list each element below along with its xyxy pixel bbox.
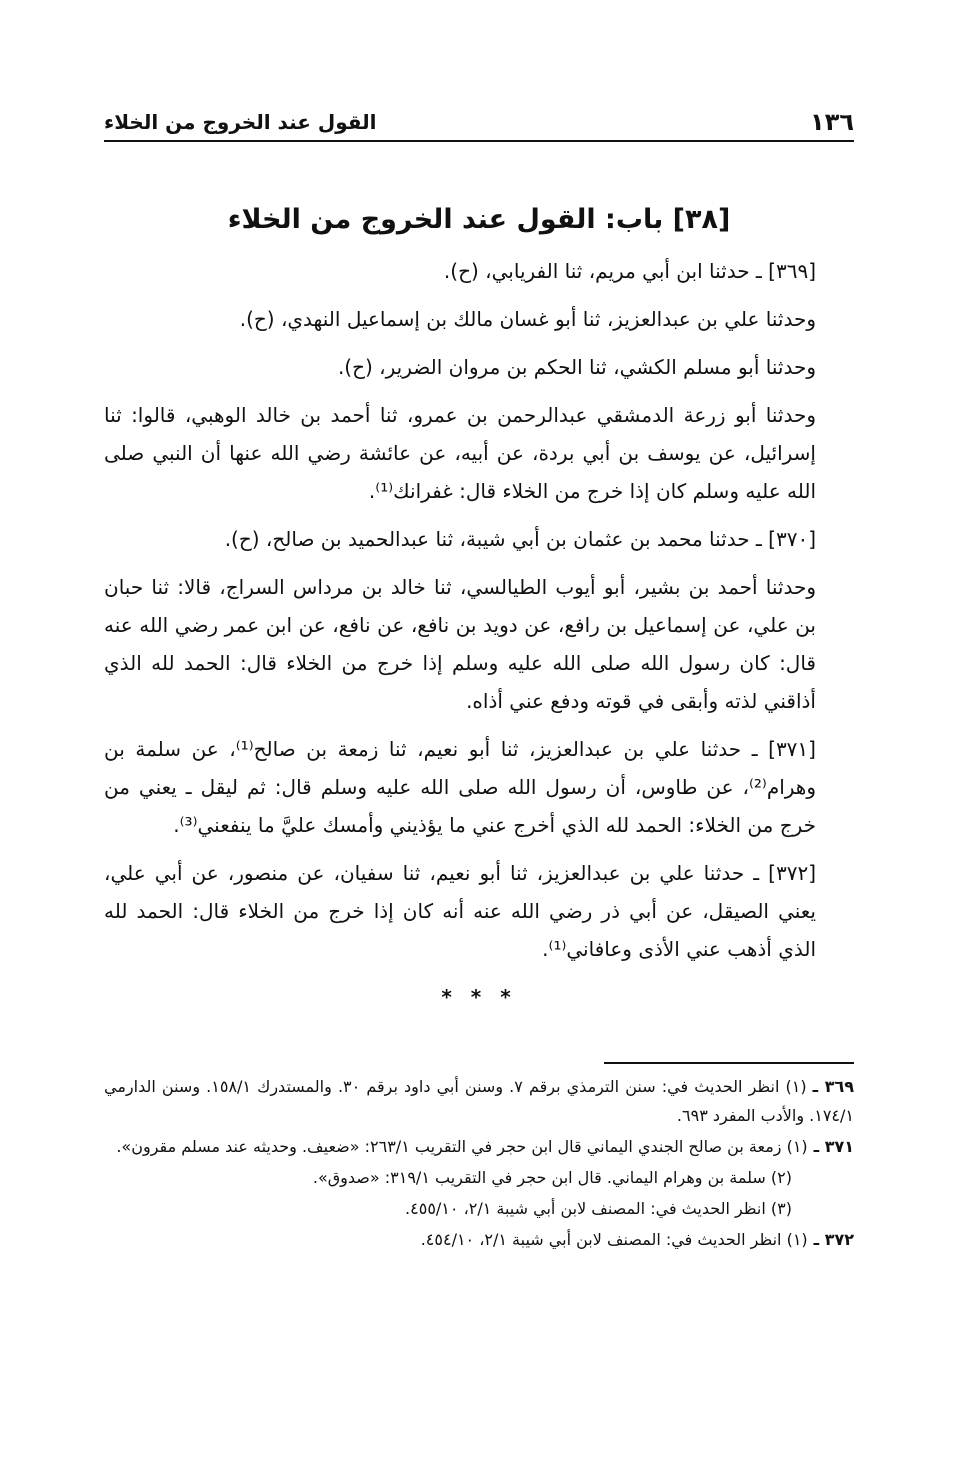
hadith-370-text: وحدثنا أحمد بن بشير، أبو أيوب الطيالسي، ثنا خالد بن مرداس السراج، قالا: ثنا حبان بن علي، عن إسماعيل بن رافع، عن دويد بن نافع، عن نافع، عن ابن عمر رضي الله عنه قال: كان رسول الله صلى الله عليه وسلم إذا خرج من الخلاء قال: الحمد لله الذي أذاقني لذته وأبقى في قوته ودفع عني أذاه. [104,575,816,713]
footnote [104,1072,854,1130]
page-header [104,106,854,142]
hadith-371: [٣٧١] ـ حدثنا علي بن عبدالعزيز، ثنا أبو نعيم، ثنا زمعة بن صالح⁽¹⁾، عن سلمة بن وهرام⁽²⁾، عن طاوس، أن رسول الله صلى الله عليه وسلم قال: ثم ليقل ـ يعني من خرج من الخلاء: الحمد لله الذي أخرج عني ما يؤذيني وأمسك عليَّ ما ينفعني⁽³⁾. [104,737,816,837]
footnote [104,1163,854,1192]
footnote-ref: ٣٦٩ ـ [812,1077,855,1096]
hadith-369-text: وحدثنا أبو زرعة الدمشقي عبدالرحمن بن عمرو، ثنا أحمد بن خالد الوهبي، قالوا: ثنا إسرائيل، عن يوسف بن أبي بردة، عن أبيه، عن عائشة رضي الله عنها أن النبي صلى الله عليه وسلم كان إذا خرج من الخلاء قال: غفرانك⁽¹⁾. [104,403,816,503]
footnote [104,1194,854,1223]
hadith-369-chain-3: وحدثنا أبو مسلم الكشي، ثنا الحكم بن مروان الضرير، (ح). [337,355,816,379]
running-title: القول عند الخروج من الخلاء [104,110,377,134]
footnote-text: (٢) سلمة بن وهرام اليماني. قال ابن حجر في التقريب ٣١٩/١: «صدوق». [312,1168,792,1187]
hadith-369-chain-1: [٣٦٩] ـ حدثنا ابن أبي مريم، ثنا الفريابي، (ح). [443,259,816,283]
footnote-text: (١) انظر الحديث في: المصنف لابن أبي شيبة ٢/١، ٤٥٤/١٠. [420,1230,808,1249]
footnote-divider [604,1062,854,1064]
footnotes [104,1072,854,1256]
hadith-369-chain-2: وحدثنا علي بن عبدالعزيز، ثنا أبو غسان مالك بن إسماعيل النهدي، (ح). [239,307,816,331]
main-text [104,252,854,1016]
footnote [104,1132,854,1161]
footnote-text: (١) زمعة بن صالح الجندي اليماني قال ابن حجر في التقريب ٢٦٣/١: «ضعيف. وحديثه عند مسلم مقرون». [116,1137,808,1156]
hadith-372: [٣٧٢] ـ حدثنا علي بن عبدالعزيز، ثنا أبو نعيم، ثنا سفيان، عن منصور، عن أبي علي، يعني الصيقل، عن أبي ذر رضي الله عنه أنه كان إذا خرج من الخلاء قال: الحمد لله الذي أذهب عني الأذى وعافاني⁽¹⁾. [104,861,816,961]
book-page [104,0,854,1478]
hadith-370-chain: [٣٧٠] ـ حدثنا محمد بن عثمان بن أبي شيبة، ثنا عبدالحميد بن صالح، (ح). [224,527,816,551]
footnote-ref: ٣٧٢ ـ [813,1230,854,1249]
page-number: ١٣٦ [810,108,854,136]
footnote-ref: ٣٧١ ـ [813,1137,854,1156]
chapter-heading: [٣٨] باب: القول عند الخروج من الخلاء [227,204,731,235]
footnote [104,1225,854,1254]
footnote-text: (١) انظر الحديث في: سنن الترمذي برقم ٧. وسنن أبي داود برقم ٣٠. والمستدرك ١٥٨/١. وسنن الدارمي ١٧٤/١. والأدب المفرد ٦٩٣. [104,1077,854,1125]
footnote-text: (٣) انظر الحديث في: المصنف لابن أبي شيبة ٢/١، ٤٥٥/١٠. [405,1199,792,1218]
section-separator: * * * [441,985,517,1009]
